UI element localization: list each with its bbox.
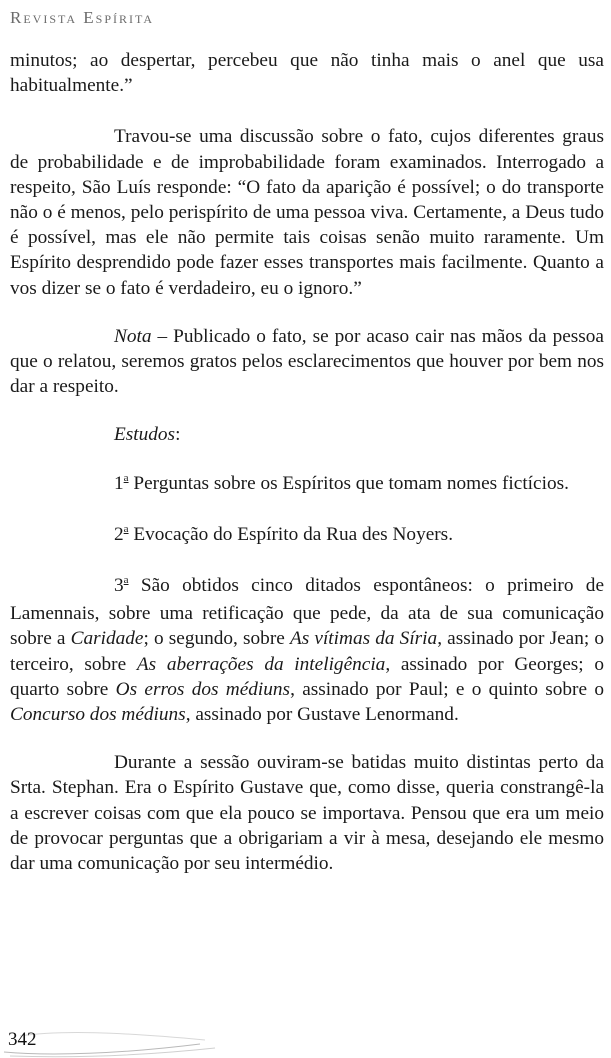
estudos-colon: : (175, 424, 181, 446)
paragraph-continuation: minutos; ao despertar, percebeu que não tinha mais o anel que usa habitualmente.” (10, 50, 604, 97)
ordinal-marker-3: a (123, 574, 129, 587)
study-number-2: 2 (114, 523, 124, 545)
page-number: 342 (8, 1029, 37, 1050)
paragraph-estudos (10, 422, 604, 447)
ordinal-marker-1: a (123, 471, 129, 484)
page-body (10, 48, 604, 899)
nota-text: – Publicado o fato, se por acaso cair nas mãos da pessoa que o relatou, seremos gratos pelos esclarecimentos que houver por bem nos dar a respeito. (10, 325, 604, 398)
study-number-3: 3 (114, 575, 124, 597)
study-text-3f: , assinado por Gustave Lenormand. (185, 704, 459, 726)
paragraph-discussion: Travou-se uma discussão sobre o fato, cujos diferentes graus de probabilidade e de improbabilidade foram examinados. Interrogado a respeito, São Luís responde: “O fato da aparição é possível; o do transporte não o é menos, pelo perispírito de uma pessoa viva. Certamente, a Deus tudo é possível, mas ele não permite tais coisas senão muito raramente. Um Espírito desprendido pode fazer esses transportes mais facilmente. Quanto a vos dizer se o fato é verdadeiro, eu o ignoro.” (10, 126, 604, 299)
paragraph-sessao: Durante a sessão ouviram-se batidas muito distintas perto da Srta. Stephan. Era o Espírito Gustave que, como disse, queria constrangê-la a escrever coisas com que ela pouco se importava. Pensou que era um meio de provocar perguntas que a obrigariam a vir à mesa, desejando ele mesmo dar uma comunicação por seu intermédio. (10, 752, 604, 875)
title-caridade: Caridade (70, 628, 144, 650)
study-item-3 (10, 573, 604, 727)
nota-label: Nota (114, 325, 152, 347)
title-vitimas-siria: As vítimas da Síria (289, 628, 438, 650)
study-text-3e: , assinado por Paul; e o quinto sobre o (290, 678, 604, 700)
study-text-2: Evocação do Espírito da Rua des Noyers. (128, 523, 454, 545)
study-item-2 (10, 522, 604, 550)
title-concurso-mediuns: Concurso dos médiuns (10, 704, 186, 726)
study-number-1: 1 (114, 472, 124, 494)
study-text-1: Perguntas sobre os Espíritos que tomam nomes fictícios. (128, 472, 569, 494)
study-item-1 (10, 471, 604, 499)
study-text-3c: , assinado por Jean; o terceiro, sobre (10, 628, 604, 675)
title-aberracoes: As aberrações da inteligência (136, 653, 386, 675)
title-erros-mediuns: Os erros dos médiuns (115, 678, 291, 700)
study-text-3a: São obtidos cinco ditados espontâneos: o primeiro de Lamennais, sobre uma retificação que pede, da ata de sua comunicação sobre a (10, 575, 604, 650)
running-header: Revista Espírita (10, 8, 155, 27)
study-text-3b: ; o segundo, sobre (143, 628, 290, 650)
ordinal-marker-2: a (123, 522, 129, 535)
estudos-label: Estudos (114, 424, 176, 446)
paragraph-nota (10, 324, 604, 400)
study-text-3d: , assinado por Georges; o quarto sobre (10, 653, 604, 700)
